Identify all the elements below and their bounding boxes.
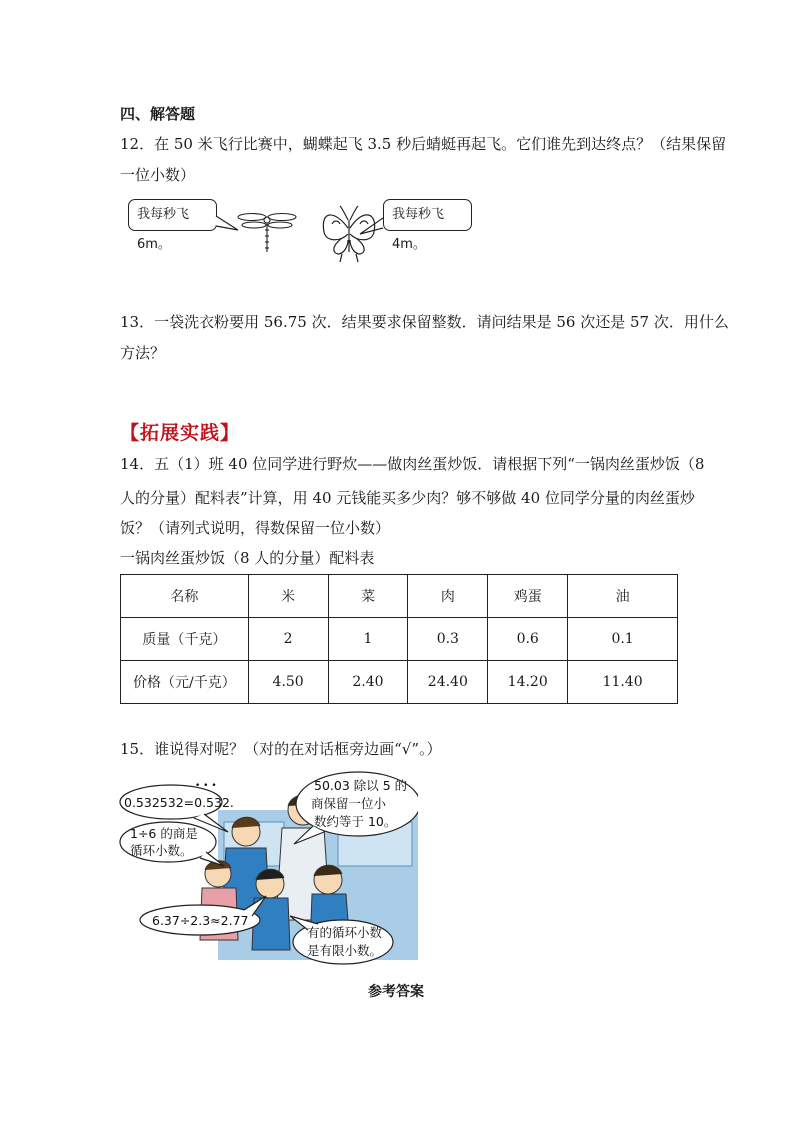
q12-illustration bbox=[120, 190, 500, 270]
butterfly-bubble-tail bbox=[360, 218, 383, 234]
q13-text-line1: 13．一袋洗衣粉要用 56.75 次．结果要求保留整数．请问结果是 56 次还是 57 次．用什么 bbox=[120, 313, 729, 331]
bubble-b-text-line2: 商保留一位小 bbox=[311, 796, 387, 811]
ingredient-table bbox=[120, 574, 678, 704]
table-cell: 11.40 bbox=[568, 661, 678, 704]
table-row bbox=[121, 661, 678, 704]
dragonfly-icon bbox=[238, 214, 296, 253]
bubble-e-text-line2: 是有限小数。 bbox=[307, 943, 383, 958]
table-cell: 24.40 bbox=[408, 661, 488, 704]
table-header-cell: 菜 bbox=[328, 575, 408, 618]
table-cell: 质量（千克） bbox=[121, 618, 249, 661]
butterfly-bubble-text: 我每秒飞4m。 bbox=[392, 207, 445, 252]
bubble-b-text-line3: 数约等于 10。 bbox=[314, 814, 397, 829]
table-header-cell: 鸡蛋 bbox=[488, 575, 568, 618]
bubble-a-text: 0.532532=0.532. bbox=[124, 795, 234, 810]
table-cell: 2.40 bbox=[328, 661, 408, 704]
table-header-cell: 名称 bbox=[121, 575, 249, 618]
table-cell: 4.50 bbox=[248, 661, 328, 704]
table-cell: 2 bbox=[248, 618, 328, 661]
table-row bbox=[121, 618, 678, 661]
q13-text-line2: 方法？ bbox=[120, 344, 166, 362]
butterfly-icon bbox=[323, 206, 374, 262]
table-cell: 14.20 bbox=[488, 661, 568, 704]
q15-text-line1: 15．谁说得对呢？（对的在对话框旁边画“√”。） bbox=[120, 740, 442, 758]
answers-title: 参考答案 bbox=[368, 984, 424, 1000]
table-caption: 一锅肉丝蛋炒饭（8 人的分量）配料表 bbox=[120, 549, 375, 567]
q14-text-line3: 饭？（请列式说明，得数保留一位小数） bbox=[120, 519, 391, 537]
bubble-c-text-line2: 循环小数。 bbox=[130, 843, 193, 858]
table-header-cell: 米 bbox=[248, 575, 328, 618]
bubble-e-text-line1: 有的循环小数 bbox=[307, 925, 383, 940]
repeating-decimal-dots: • • • bbox=[195, 781, 217, 791]
bubble-b-text-line1: 50.03 除以 5 的 bbox=[314, 778, 408, 793]
extension-section-title: 【拓展实践】 bbox=[120, 422, 241, 444]
q14-text-line1: 14．五（1）班 40 位同学进行野炊——做肉丝蛋炒饭．请根据下列“一锅肉丝蛋炒饭（8 bbox=[120, 455, 705, 473]
table-header-row bbox=[121, 575, 678, 618]
table-cell: 0.3 bbox=[408, 618, 488, 661]
dragonfly-bubble-tail bbox=[216, 216, 238, 230]
table-cell: 0.1 bbox=[568, 618, 678, 661]
bubble-d-text: 6.37÷2.3≈2.77 bbox=[152, 913, 249, 928]
section-heading: 四、解答题 bbox=[120, 105, 196, 123]
q12-text-line2: 一位小数） bbox=[120, 166, 196, 184]
table-cell: 0.6 bbox=[488, 618, 568, 661]
table-cell: 价格（元/千克） bbox=[121, 661, 249, 704]
table-header-cell: 油 bbox=[568, 575, 678, 618]
q15-illustration bbox=[118, 770, 418, 970]
q14-text-line2: 人的分量）配料表”计算，用 40 元钱能买多少肉？够不够做 40 位同学分量的肉丝蛋炒 bbox=[120, 489, 695, 507]
q12-text-line1: 12．在 50 米飞行比赛中，蝴蝶起飞 3.5 秒后蜻蜓再起飞。它们谁先到达终点？（结果保留 bbox=[120, 135, 727, 153]
bubble-c-text-line1: 1÷6 的商是 bbox=[130, 826, 198, 841]
table-header-cell: 肉 bbox=[408, 575, 488, 618]
dragonfly-bubble-text: 我每秒飞6m。 bbox=[137, 207, 190, 252]
table-cell: 1 bbox=[328, 618, 408, 661]
